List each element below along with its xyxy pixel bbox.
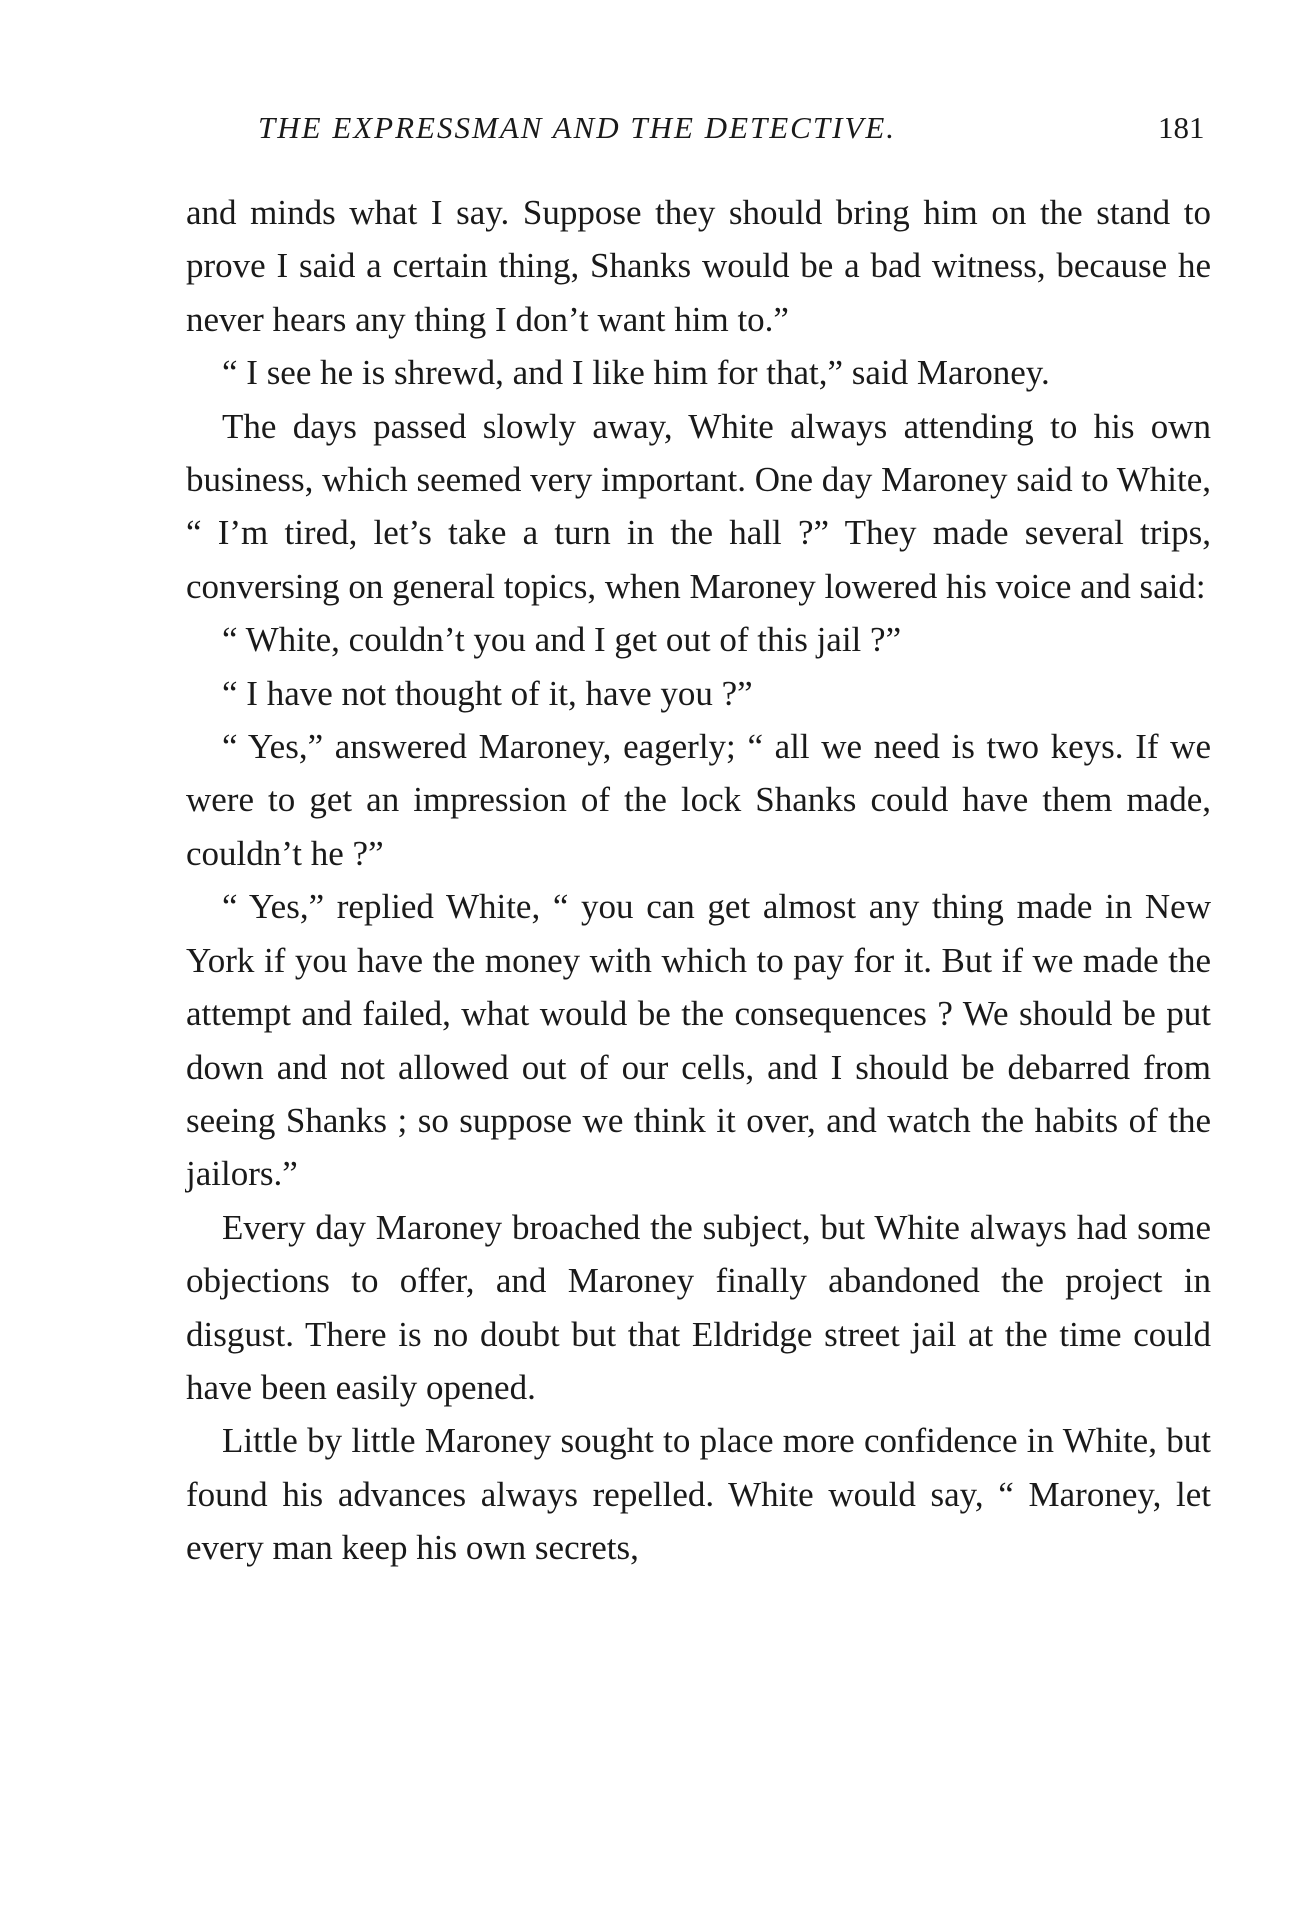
paragraph: Little by little Maroney sought to place more confidence in White, but found his advances always repelled. White would say, “ Maroney, let every man keep his own secrets, [186, 1421, 1211, 1568]
paragraph-continued: and minds what I say. Suppose they should bring him on the stand to prove I said a certain thing, Shanks would be a bad witness, because he never hears any thing I don’t want him to.” [186, 193, 1211, 339]
running-header [258, 110, 1208, 150]
paragraph: “ Yes,” replied White, “ you can get almost any thing made in New York if you have the money with which to pay for it. But if we made the attempt and failed, what would be the consequences ? We should be put down and not allowed out of our cells, and I should be debarred from seeing Shanks ; so suppose we think it over, and watch the habits of the jailors.” [186, 887, 1211, 1194]
page-body [186, 186, 1211, 1575]
paragraph: The days passed slowly away, White always attending to his own business, which seemed very important. One day Maroney said to White, “ I’m tired, let’s take a turn in the hall ?” They made several trips, conversing on general topics, when Maroney lowered his voice and said: [186, 406, 1211, 606]
paragraph: “ White, couldn’t you and I get out of this jail ?” [222, 620, 902, 660]
page-number: 181 [1158, 110, 1205, 145]
paragraph: “ Yes,” answered Maroney, eagerly; “ all we need is two keys. If we were to get an impression of the lock Shanks could have them made, couldn’t he ?” [186, 727, 1211, 873]
paragraph: “ I have not thought of it, have you ?” [222, 673, 753, 713]
paragraph: Every day Maroney broached the subject, but White always had some objections to offer, and Maroney finally abandoned the project in disgust. There is no doubt but that Eldridge street jail at the time could have been easily opened. [186, 1207, 1211, 1407]
running-title: THE EXPRESSMAN AND THE DETECTIVE. [258, 110, 897, 145]
paragraph: “ I see he is shrewd, and I like him for that,” said Maroney. [222, 353, 1050, 393]
